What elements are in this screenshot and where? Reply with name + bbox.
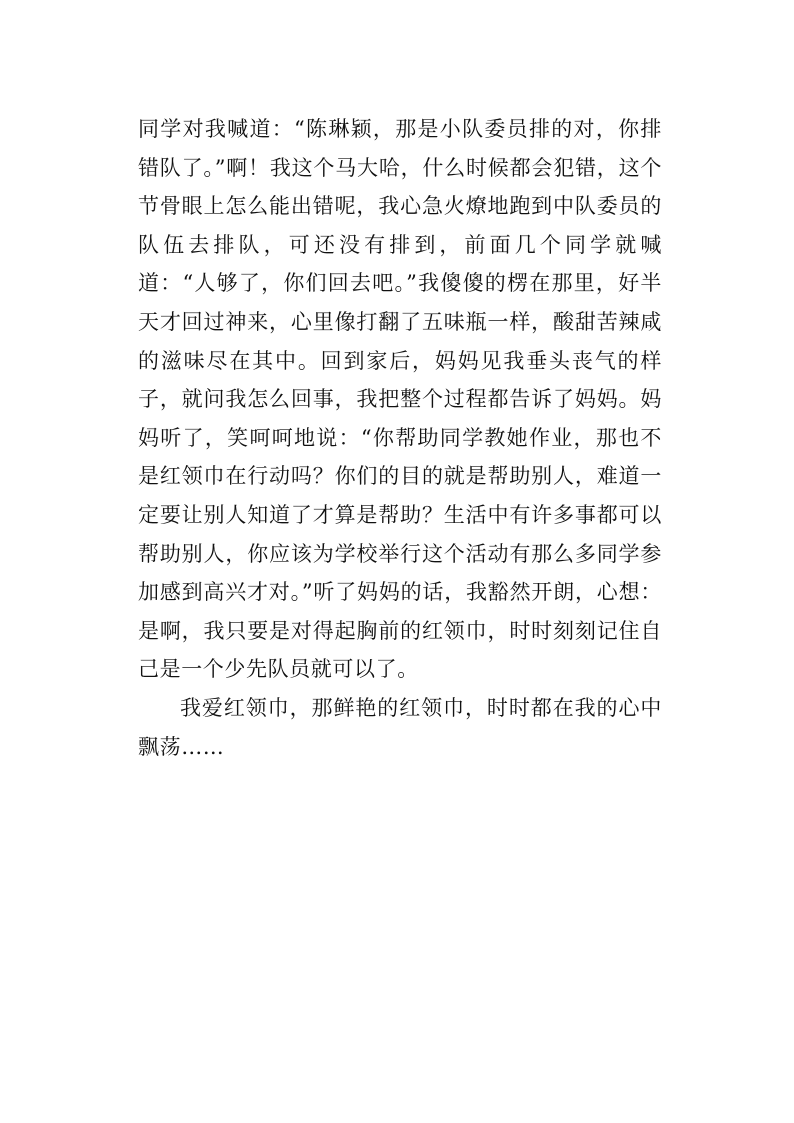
document-body [138, 110, 662, 766]
paragraph-story-continuation: 同学对我喊道：“陈琳颖，那是小队委员排的对，你排错队了。”啊！我这个马大哈，什么时候都会犯错，这个节骨眼上怎么能出错呢，我心急火燎地跑到中队委员的队伍去排队，可还没有排到，前面几个同学就喊道：“人够了，你们回去吧。”我傻傻的楞在那里，好半天才回过神来，心里像打翻了五味瓶一样，酸甜苦辣咸的滋味尽在其中。回到家后，妈妈见我垂头丧气的样子，就问我怎么回事，我把整个过程都告诉了妈妈。妈妈听了，笑呵呵地说：“你帮助同学教她作业，那也不是红领巾在行动吗？你们的目的就是帮助别人，难道一定要让别人知道了才算是帮助？生活中有许多事都可以帮助别人，你应该为学校举行这个活动有那么多同学参加感到高兴才对。”听了妈妈的话，我豁然开朗，心想：是啊，我只要是对得起胸前的红领巾，时时刻刻记住自己是一个少先队员就可以了。 [138, 117, 662, 682]
paragraph-closing: 我爱红领巾，那鲜艳的红领巾，时时都在我的心中飘荡…… [138, 695, 662, 759]
